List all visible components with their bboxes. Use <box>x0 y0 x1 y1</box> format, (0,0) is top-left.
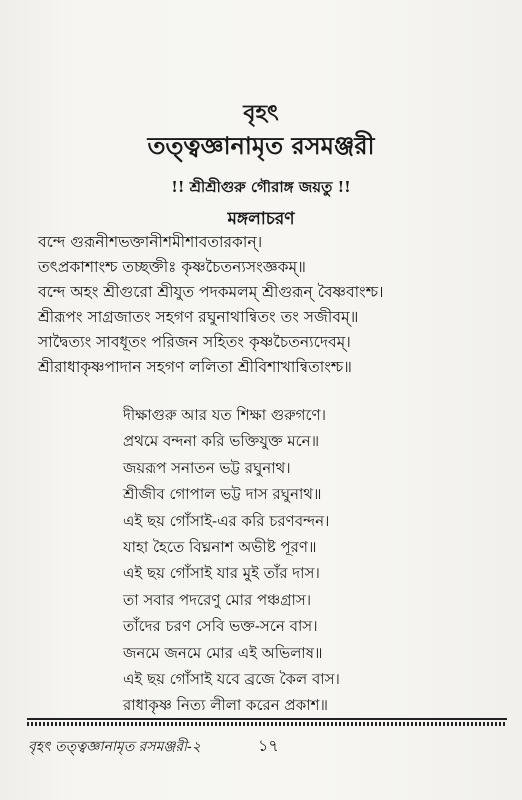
verse-line: জনমে জনমে মোর এই অভিলাষ॥ <box>123 643 323 662</box>
sanskrit-line: শ্রীরাধাকৃষ্ণপাদান সহগণ ললিতা শ্রীবিশাখান্বিতাংশ্চ॥ <box>38 358 352 376</box>
verse-line: এই ছয় গোঁসাই যবে ব্রজে কৈল বাস। <box>123 669 340 688</box>
section-heading: মঙ্গলাচরণ <box>227 209 295 229</box>
invocation: !! শ্রীশ্রীগুরু গৌরাঙ্গ জয়তু !! <box>171 178 351 196</box>
verse-line: তাঁদের চরণ সেবি ভক্ত-সনে বাস। <box>123 617 318 636</box>
verse-line: জয়রূপ সনাতন ভট্ট রঘুনাথ। <box>123 458 291 477</box>
sanskrit-line: তৎপ্রকাশাংশ্চ তচ্ছক্তীঃ কৃষ্ণচৈতন্যসংজ্ঞকম্॥ <box>38 258 306 276</box>
title-line-2: তত্ত্বজ্ঞানামৃত রসমঞ্জরী <box>147 131 375 160</box>
title-line-1: বৃহৎ <box>243 100 279 126</box>
bengali-verses <box>123 402 503 719</box>
sanskrit-line: বন্দে অহং শ্রীগুরো শ্রীযুত পদকমলম্ শ্রীগুরূন্ বৈষ্ণবাংশ্চ। <box>38 283 384 301</box>
verse-line: এই ছয় গোঁসাই-এর করি চরণবন্দন। <box>123 511 330 530</box>
verse-line: প্রথমে বন্দনা করি ভক্তিযুক্ত মনে॥ <box>123 432 320 451</box>
verse-line: তা সবার পদরেণু মোর পঞ্চগ্রাস। <box>123 590 312 609</box>
verse-line: শ্রীজীব গোপাল ভট্ট দাস রঘুনাথ॥ <box>123 485 322 504</box>
footer-book-title: বৃহৎ তত্ত্বজ্ঞানামৃত রসমঞ্জরী-২ <box>28 739 201 755</box>
verse-line: এই ছয় গোঁসাই যার মুই তাঁর দাস। <box>123 564 320 583</box>
sanskrit-line: বন্দে গুরূনীশভক্তানীশমীশাবতারকান্। <box>38 233 263 251</box>
sanskrit-line: সাদ্বৈত্যং সাবধূতং পরিজন সহিতং কৃষ্ণচৈতন্যদেবম্। <box>38 333 351 351</box>
verse-line: দীক্ষাগুরু আর যত শিক্ষা গুরুগণে। <box>123 406 326 424</box>
footer-rule <box>27 718 507 726</box>
sanskrit-verses <box>38 230 508 380</box>
verse-line: রাধাকৃষ্ণ নিত্য লীলা করেন প্রকাশ॥ <box>123 696 328 715</box>
page-number: ১৭ <box>258 736 279 755</box>
verse-line: যাহা হৈতে বিঘ্ননাশ অভীষ্ট পূরণ॥ <box>123 537 317 556</box>
sanskrit-line: শ্রীরূপং সাগ্রজাতং সহগণ রঘুনাথান্বিতং তং সজীবম্॥ <box>38 308 359 326</box>
